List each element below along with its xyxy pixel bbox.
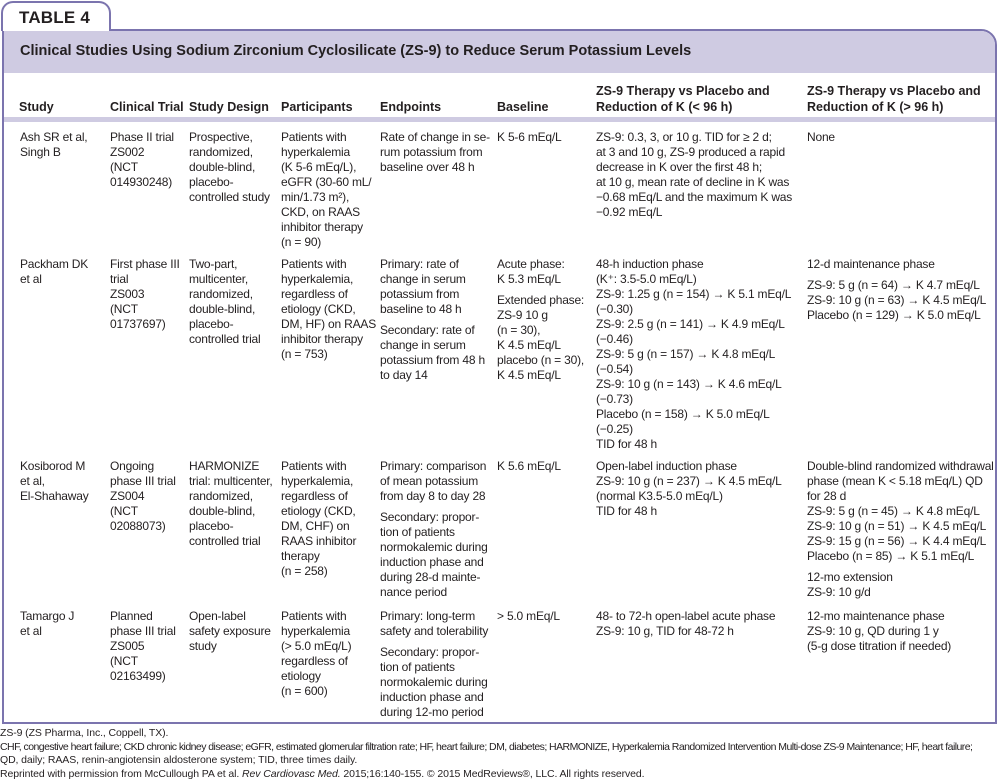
cell-participants: Patients with hyperkalemia (> 5.0 mEq/L) regardless of etiology (n = 600): [281, 609, 351, 699]
reduction-text: Open-label induction phase ZS-9: 10 g (n = 237) → K 4.5 mEq/L (normal K3.5-5.0 mEq/L) TID for 48 h: [596, 459, 782, 519]
header-clinical-trial: Clinical Trial: [110, 99, 184, 115]
endpoint-text: Rate of change in se- rum potassium from baseline over 48 h: [380, 130, 490, 175]
cell-trial: Phase II trial ZS002 (NCT 014930248): [110, 130, 174, 190]
endpoint-text: Primary: rate of change in serum potassium from baseline to 48 h: [380, 257, 485, 317]
baseline-text: Acute phase: K 5.3 mEq/L: [497, 257, 584, 287]
cell-endpoints: [380, 609, 488, 724]
baseline-text: Extended phase: ZS-9 10 g (n = 30), K 4.5 mEq/L placebo (n = 30), K 4.5 mEq/L: [497, 293, 584, 383]
header-study-design: Study Design: [189, 99, 269, 115]
table-label: TABLE 4: [19, 8, 90, 28]
cell-participants: Patients with hyperkalemia, regardless of etiology (CKD, DM, CHF) on RAAS inhibitor therapy (n = 258): [281, 459, 356, 579]
cell-reduction-gt96: [807, 130, 835, 151]
cell-reduction-lt96: [596, 257, 791, 458]
endpoint-text: Primary: comparison of mean potassium from day 8 to day 28: [380, 459, 488, 504]
table-footnotes: [0, 727, 972, 781]
cell-reduction-gt96: [807, 459, 994, 606]
cell-baseline: [497, 609, 560, 630]
header-reduction-gt96: ZS-9 Therapy vs Placebo and Reduction of K (> 96 h): [807, 83, 981, 115]
header-separator: [4, 117, 995, 122]
cell-participants: Patients with hyperkalemia, regardless of etiology (CKD, DM, HF) on RAAS inhibitor therapy (n = 753): [281, 257, 376, 362]
cell-baseline: [497, 130, 562, 151]
cell-trial: Planned phase III trial ZS005 (NCT 02163499): [110, 609, 176, 684]
cell-reduction-lt96: [596, 130, 792, 226]
reduction-text: 12-d maintenance phase: [807, 257, 986, 272]
footnote-abbreviations: CHF, congestive heart failure; CKD chronic kidney disease; eGFR, estimated glomerular filtration rate; HF, heart failure; DM, diabetes; HARMONIZE, Hyperkalemia Randomized Intervention Multi-dose ZS-9 Maintenance; HF, heart failure;: [0, 741, 972, 755]
reduction-text: ZS-9: 0.3, 3, or 10 g. TID for ≥ 2 d; at 3 and 10 g, ZS-9 produced a rapid decrease in K over the first 48 h; at 10 g, mean rate of decline in K was −0.68 mEq/L and the maximum K was −0.92 mEq/L: [596, 130, 792, 220]
cell-reduction-gt96: [807, 257, 986, 329]
endpoint-text: Primary: long-term safety and tolerability: [380, 609, 488, 639]
footnote-abbreviations-cont: QD, daily; RAAS, renin-angiotensin aldosterone system; TID, three times daily.: [0, 754, 972, 768]
cell-study: Kosiborod M et al, El-Shahaway: [20, 459, 89, 504]
title-band: [4, 31, 995, 73]
baseline-text: K 5-6 mEq/L: [497, 130, 562, 145]
table-title: Clinical Studies Using Sodium Zirconium Cyclosilicate (ZS-9) to Reduce Serum Potassium Levels: [20, 43, 691, 59]
cell-endpoints: [380, 257, 485, 389]
cell-reduction-lt96: [596, 459, 782, 525]
reprint-text: Reprinted with permission from McCullough PA et al.: [0, 768, 242, 780]
header-baseline: Baseline: [497, 99, 548, 115]
cell-trial: First phase III trial ZS003 (NCT 01737697): [110, 257, 180, 332]
cell-endpoints: [380, 459, 488, 606]
cell-design: Prospective, randomized, double-blind, placebo- controlled study: [189, 130, 270, 205]
endpoint-text: Secondary: propor- tion of patients normokalemic during induction phase and during 28-d mainte- nance period: [380, 510, 488, 600]
reduction-text: 12-mo extension ZS-9: 10 g/d: [807, 570, 994, 600]
cell-baseline: [497, 257, 584, 389]
header-study: Study: [19, 99, 54, 115]
cell-endpoints: [380, 130, 490, 181]
cell-study: Tamargo J et al: [20, 609, 74, 639]
endpoint-text: Secondary: rate of change in serum potassium from 48 h to day 14: [380, 323, 485, 383]
header-participants: Participants: [281, 99, 353, 115]
header-reduction-lt96: ZS-9 Therapy vs Placebo and Reduction of K (< 96 h): [596, 83, 770, 115]
reduction-text: 12-mo maintenance phase ZS-9: 10 g, QD during 1 y (5-g dose titration if needed): [807, 609, 951, 654]
baseline-text: > 5.0 mEq/L: [497, 609, 560, 624]
cell-design: HARMONIZE trial: multicenter, randomized, double-blind, placebo- controlled trial: [189, 459, 273, 549]
table-container: [2, 29, 997, 724]
reduction-text: 48-h induction phase (K⁺: 3.5-5.0 mEq/L) ZS-9: 1.25 g (n = 154) → K 5.1 mEq/L (−0.30) ZS-9: 2.5 g (n = 141) → K 4.9 mEq/L (−0.46) ZS-9: 5 g (n = 157) → K 4.8 mEq/L (−0.54) ZS-9: 10 g (n = 143) → K 4.6 mEq/L (−0.73) Placebo (n = 158) → K 5.0 mEq/L (−0.25) TID for 48 h: [596, 257, 791, 452]
reduction-text: None: [807, 130, 835, 145]
cell-reduction-lt96: [596, 609, 775, 645]
journal-name: Rev Cardiovasc Med.: [242, 768, 340, 780]
reduction-text: 48- to 72-h open-label acute phase ZS-9: 10 g, TID for 48-72 h: [596, 609, 775, 639]
cell-reduction-gt96: [807, 609, 951, 660]
cell-trial: Ongoing phase III trial ZS004 (NCT 02088073): [110, 459, 176, 534]
reduction-text: ZS-9: 5 g (n = 64) → K 4.7 mEq/L ZS-9: 10 g (n = 63) → K 4.5 mEq/L Placebo (n = 129) → K 5.0 mEq/L: [807, 278, 986, 323]
cell-study: Ash SR et al, Singh B: [20, 130, 87, 160]
cell-participants: Patients with hyperkalemia (K 5-6 mEq/L), eGFR (30-60 mL/ min/1.73 m²), CKD, on RAAS inhibitor therapy (n = 90): [281, 130, 371, 250]
reduction-text: Double-blind randomized withdrawal phase (mean K < 5.18 mEq/L) QD for 28 d ZS-9: 5 g (n = 45) → K 4.8 mEq/L ZS-9: 10 g (n = 51) → K 4.5 mEq/L ZS-9: 15 g (n = 56) → K 4.4 mEq/L Placebo (n = 85) → K 5.1 mEq/L: [807, 459, 994, 564]
endpoint-text: Secondary: propor- tion of patients normokalemic during induction phase and during 12-mo period: [380, 645, 488, 720]
cell-design: Two-part, multicenter, randomized, double-blind, placebo- controlled trial: [189, 257, 261, 347]
header-endpoints: Endpoints: [380, 99, 441, 115]
baseline-text: K 5.6 mEq/L: [497, 459, 561, 474]
footnote-reprint: [0, 768, 972, 781]
reprint-text-cont: 2015;16:140-155. © 2015 MedReviews®, LLC. All rights reserved.: [341, 768, 645, 780]
footnote-source: ZS-9 (ZS Pharma, Inc., Coppell, TX).: [0, 727, 972, 741]
cell-baseline: [497, 459, 561, 480]
table-label-tab: [1, 1, 111, 31]
cell-design: Open-label safety exposure study: [189, 609, 271, 654]
cell-study: Packham DK et al: [20, 257, 88, 287]
